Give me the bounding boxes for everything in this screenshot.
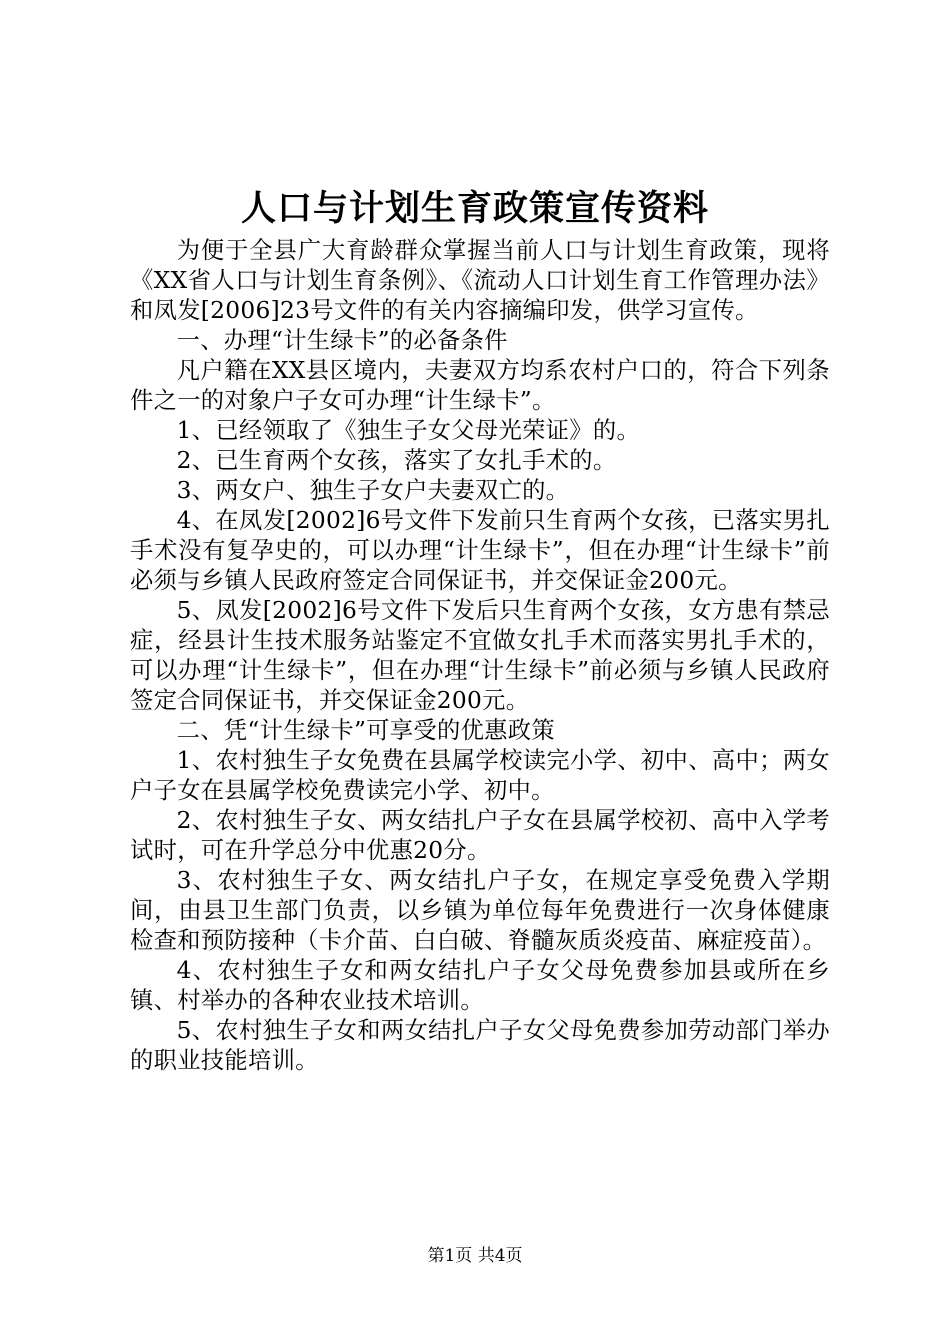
benefit-item-5: 5、农村独生子女和两女结扎户子女父母免费参加劳动部门举办的职业技能培训。 — [130, 1017, 830, 1074]
benefit-item-4: 4、农村独生子女和两女结扎户子女父母免费参加县或所在乡镇、村举办的各种农业技术培训。 — [130, 957, 830, 1014]
condition-item-3: 3、两女户、独生子女户夫妻双亡的。 — [176, 477, 570, 504]
benefit-item-2: 2、农村独生子女、两女结扎户子女在县属学校初、高中入学考试时，可在升学总分中优惠20分。 — [130, 807, 830, 864]
intro-paragraph: 为便于全县广大育龄群众掌握当前人口与计划生育政策，现将《XX省人口与计划生育条例》、《流动人口计划生育工作管理办法》和凤发[2006]23号文件的有关内容摘编印发，供学习宣传。 — [130, 237, 830, 324]
document-body — [130, 236, 830, 1076]
condition-item-5: 5、凤发[2002]6号文件下发后只生育两个女孩，女方患有禁忌症，经县计生技术服务站鉴定不宜做女扎手术而落实男扎手术的，可以办理“计生绿卡”，但在办理“计生绿卡”前必须与乡镇人民政府签定合同保证书，并交保证金200元。 — [130, 597, 830, 714]
condition-item-1: 1、已经领取了《独生子女父母光荣证》的。 — [176, 417, 641, 444]
section-heading-2: 二、凭“计生绿卡”可享受的优惠政策 — [176, 717, 555, 744]
page-number-footer: 第1页 共4页 — [427, 1246, 523, 1266]
benefit-item-1: 1、农村独生子女免费在县属学校读完小学、初中、高中；两女户子女在县属学校免费读完小学、初中。 — [130, 747, 830, 804]
condition-item-2: 2、已生育两个女孩，落实了女扎手术的。 — [176, 447, 617, 474]
section-heading-1: 一、办理“计生绿卡”的必备条件 — [176, 327, 508, 354]
section-1-intro: 凡户籍在XX县区境内，夫妻双方均系农村户口的，符合下列条件之一的对象户子女可办理“计生绿卡”。 — [130, 357, 830, 414]
condition-item-4: 4、在凤发[2002]6号文件下发前只生育两个女孩，已落实男扎手术没有复孕史的，可以办理“计生绿卡”，但在办理“计生绿卡”前必须与乡镇人民政府签定合同保证书，并交保证金200元。 — [130, 507, 830, 594]
benefit-item-3: 3、农村独生子女、两女结扎户子女，在规定享受免费入学期间，由县卫生部门负责，以乡镇为单位每年免费进行一次身体健康检查和预防接种（卡介苗、白白破、脊髓灰质炎疫苗、麻症疫苗）。 — [130, 867, 830, 954]
document-title: 人口与计划生育政策宣传资料 — [240, 188, 709, 229]
